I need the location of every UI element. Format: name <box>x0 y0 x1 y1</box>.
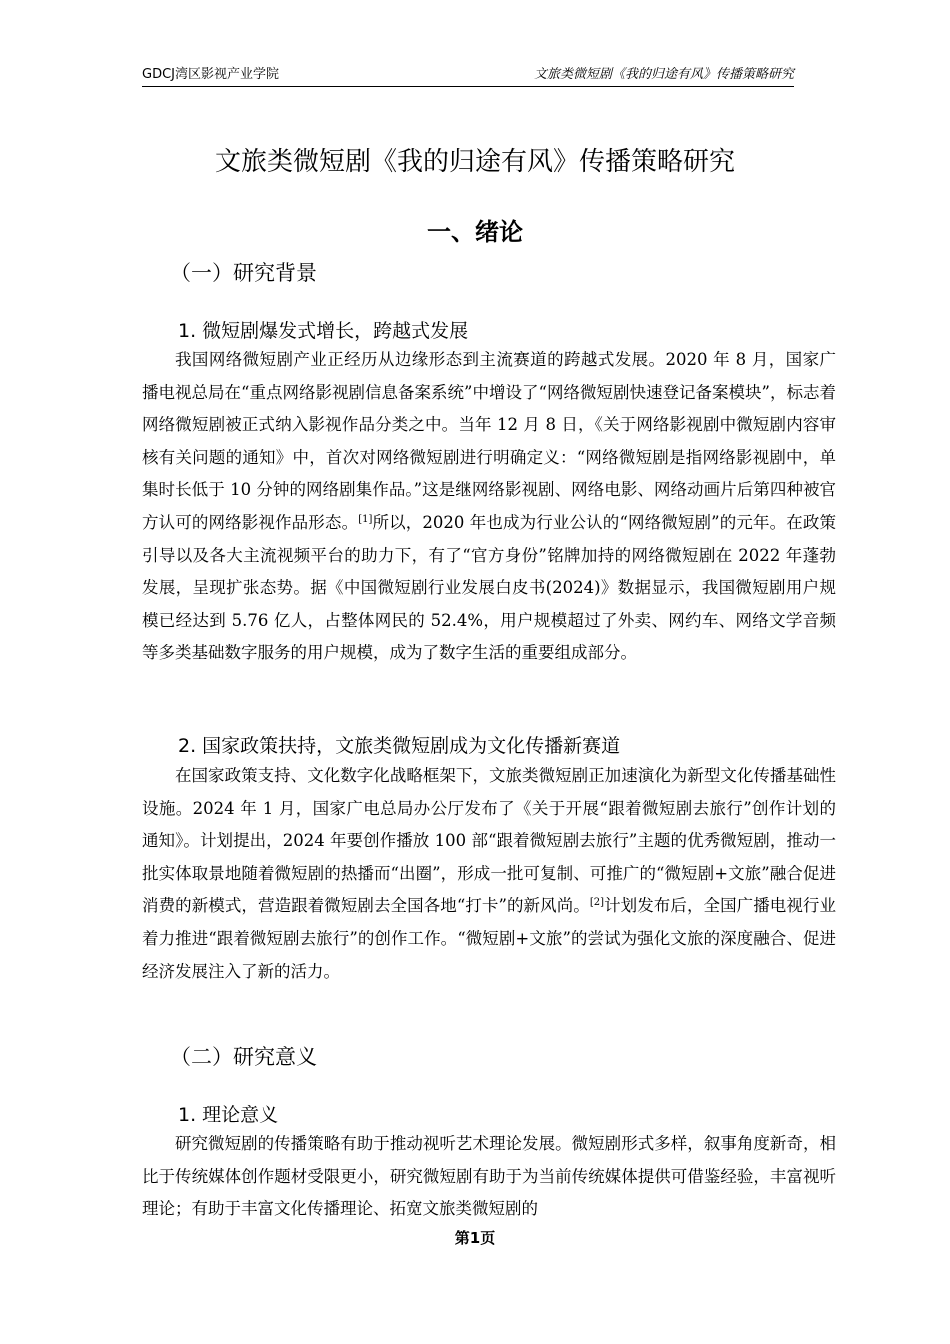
subsection-heading-policy: 2. 国家政策扶持，文旅类微短剧成为文化传播新赛道 <box>178 735 621 757</box>
paragraph-policy-text-1: 在国家政策支持、文化数字化战略框架下，文旅类微短剧正加速演化为新型文化传播基础性设施。2024 年 1 月，国家广电总局办公厅发布了《关于开展“跟着微短剧去旅行”创作计划的通知》。计划提出，2024 年要创作播放 100 部“跟着微短剧去旅行”主题的优秀微短剧，推动一批实体取景地随着微短剧的热播而“出圈”，形成一批可复制、可推广的“微短剧+文旅”融合促进消费的新模式，营造跟着微短剧去全国各地“打卡”的新风尚。 <box>142 766 836 916</box>
paragraph-growth-text-1: 我国网络微短剧产业正经历从边缘形态到主流赛道的跨越式发展。2020 年 8 月，国家广播电视总局在“重点网络影视剧信息备案系统”中增设了“网络微短剧快速登记备案模块”，标志着网络微短剧被正式纳入影视作品分类之中。当年 12 月 8 日，《关于网络影视剧中微短剧内容审核有关问题的通知》中，首次对网络微短剧进行明确定义：“网络微短剧是指网络影视剧中，单集时长低于 10 分钟的网络剧集作品。”这是继网络影视剧、网络电影、网络动画片后第四种被官方认可的网络影视作品形态。 <box>142 350 836 532</box>
paragraph-theory <box>142 1128 836 1226</box>
subsection-heading-theory: 1. 理论意义 <box>178 1104 279 1126</box>
header-institution: GDCJ湾区影视产业学院 <box>142 67 279 82</box>
citation-ref-1: [1] <box>358 513 373 525</box>
section-heading-background: （一）研究背景 <box>170 261 317 285</box>
page-number: 第1页 <box>454 1229 496 1247</box>
paragraph-policy <box>142 760 836 988</box>
chapter-heading: 一、绪论 <box>427 218 523 246</box>
citation-ref-2: [2] <box>589 897 605 909</box>
section-heading-significance: （二）研究意义 <box>170 1045 317 1069</box>
paper-title: 文旅类微短剧《我的归途有风》传播策略研究 <box>214 147 735 177</box>
paragraph-growth-text-2: 所以，2020 年也成为行业公认的“网络微短剧”的元年。在政策引导以及各大主流视频平台的助力下，有了“官方身份”铭牌加持的网络微短剧在 2022 年蓬勃发展，呈现扩张态势。据《中国微短剧行业发展白皮书(2024)》数据显示，我国微短剧用户规模已经达到 5.76 亿人，占整体网民的 52.4%，用户规模超过了外卖、网约车、网络文学音频等多类基础数字服务的用户规模，成为了数字生活的重要组成部分。 <box>142 512 837 663</box>
subsection-heading-growth: 1. 微短剧爆发式增长，跨越式发展 <box>178 320 469 342</box>
running-header <box>142 64 794 87</box>
paragraph-theory-text: 研究微短剧的传播策略有助于推动视听艺术理论发展。微短剧形式多样，叙事角度新奇，相比于传统媒体创作题材受限更小，研究微短剧有助于为当前传统媒体提供可借鉴经验，丰富视听理论；有助于丰富文化传播理论、拓宽文旅类微短剧的 <box>142 1134 836 1219</box>
paragraph-policy-text-2: 计划发布后，全国广播电视行业着力推进“跟着微短剧去旅行”的创作工作。“微短剧+文旅”的尝试为强化文旅的深度融合、促进经济发展注入了新的活力。 <box>142 896 836 981</box>
header-paper-title: 文旅类微短剧《我的归途有风》传播策略研究 <box>533 67 794 82</box>
paragraph-growth <box>142 344 836 670</box>
